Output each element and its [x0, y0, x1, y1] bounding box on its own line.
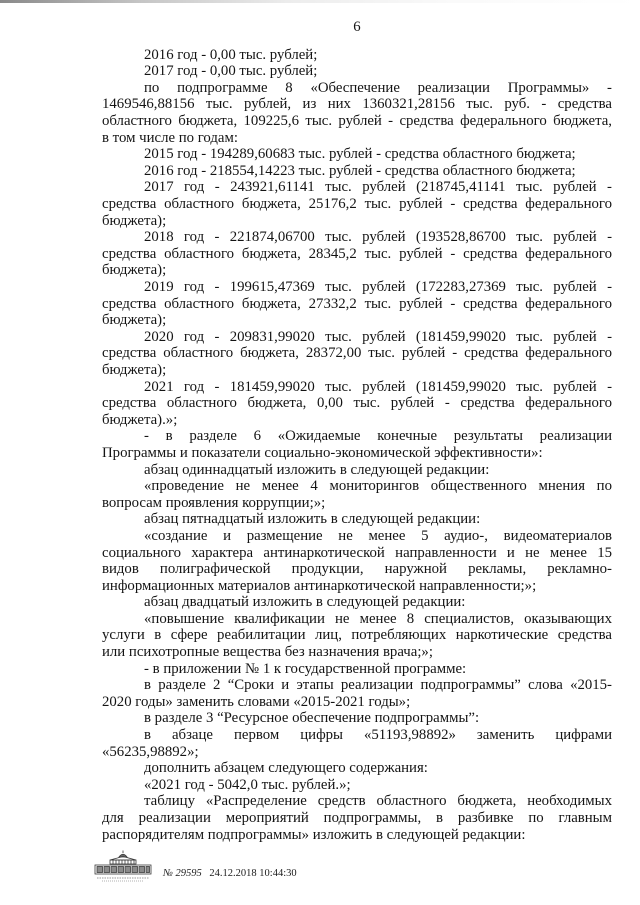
text-line: 1469546,88156 тыс. рублей, из них 1360321,28156 тыс. руб. - средства	[102, 96, 612, 113]
document-body	[102, 47, 612, 844]
paragraph	[102, 80, 612, 146]
paragraph	[102, 229, 612, 279]
page-number: 6	[353, 19, 361, 35]
text-line: абзац пятнадцатый изложить в следующей редакции:	[144, 511, 481, 528]
paragraph	[102, 528, 612, 594]
text-line: «повышение квалификации не менее 8 специалистов, оказывающих	[144, 610, 612, 627]
paragraph	[102, 677, 612, 710]
paragraph	[102, 661, 612, 678]
text-line: абзац двадцатый изложить в следующей редакции:	[144, 594, 466, 611]
text-line: «создание и размещение не менее 5 аудио-, видеоматериалов	[144, 527, 612, 544]
text-line: Программы и показатели социально-экономической эффективности»:	[102, 444, 543, 461]
registration-footer	[163, 868, 297, 880]
text-line: - в приложении № 1 к государственной программе:	[144, 660, 467, 677]
text-line: средства областного бюджета, 28372,00 тыс. рублей - средства федерального	[102, 345, 612, 362]
text-line: или психотропные вещества без назначения врача;»;	[102, 644, 433, 661]
text-line: распорядителям подпрограммы» изложить в следующей редакции:	[102, 826, 526, 843]
text-line: информационных материалов антинаркотической направленности;»;	[102, 577, 537, 594]
text-line: бюджета).»;	[102, 411, 178, 428]
text-line: вопросам проявления коррупции;»;	[102, 494, 326, 511]
paragraph	[102, 793, 612, 843]
text-line: 2020 год - 209831,99020 тыс. рублей (181459,99020 тыс. рублей -	[144, 328, 612, 345]
paragraph	[102, 163, 612, 180]
text-line: в том числе по годам:	[102, 129, 238, 146]
government-building-stamp-logo	[94, 850, 152, 888]
paragraph	[102, 710, 612, 727]
text-line: видов полиграфической продукции, наружной рекламы, рекламно-	[102, 561, 612, 578]
paragraph	[102, 511, 612, 528]
scan-edge-artifact	[0, 0, 640, 3]
registration-number: № 29595	[163, 868, 202, 879]
text-line: 2016 год - 218554,14223 тыс. рублей - средства областного бюджета;	[144, 162, 576, 179]
text-line: бюджета);	[102, 212, 167, 229]
text-line: бюджета);	[102, 361, 167, 378]
text-line: бюджета);	[102, 312, 167, 329]
paragraph	[102, 146, 612, 163]
paragraph	[102, 478, 612, 511]
paragraph	[102, 47, 612, 64]
paragraph	[102, 329, 612, 379]
text-line: социального характера антинаркотической направленности и не менее 15	[102, 544, 612, 561]
text-line: 2021 год - 181459,99020 тыс. рублей (181459,99020 тыс. рублей -	[144, 378, 612, 395]
registration-timestamp: 24.12.2018 10:44:30	[209, 868, 297, 879]
text-line: в абзаце первом цифры «51193,98892» заменить цифрами	[144, 727, 612, 744]
paragraph	[102, 760, 612, 777]
text-line: дополнить абзацем следующего содержания:	[144, 760, 428, 777]
text-line: «проведение не менее 4 мониторингов общественного мнения по	[144, 478, 612, 495]
text-line: - в разделе 6 «Ожидаемые конечные результаты реализации	[144, 428, 612, 445]
text-line: «2021 год - 5042,0 тыс. рублей.»;	[144, 776, 351, 793]
text-line: областного бюджета, 109225,6 тыс. рублей - средства федерального бюджета,	[102, 113, 612, 130]
text-line: средства областного бюджета, 27332,2 тыс. рублей - средства федерального	[102, 295, 612, 312]
text-line: 2020 годы» заменить словами «2015-2021 годы»;	[102, 693, 411, 710]
text-line: по подпрограмме 8 «Обеспечение реализации Программы» -	[144, 79, 612, 96]
text-line: таблицу «Распределение средств областного бюджета, необходимых	[144, 793, 612, 810]
text-line: средства областного бюджета, 0,00 тыс. рублей - средства федерального	[102, 395, 612, 412]
text-line: «56235,98892»;	[102, 743, 199, 760]
text-line: средства областного бюджета, 25176,2 тыс. рублей - средства федерального	[102, 196, 612, 213]
text-line: для реализации мероприятий подпрограммы, в разбивке по главным	[102, 810, 612, 826]
text-line: абзац одиннадцатый изложить в следующей редакции:	[144, 461, 490, 478]
text-line: 2017 год - 0,00 тыс. рублей;	[144, 63, 318, 80]
paragraph	[102, 179, 612, 229]
paragraph	[102, 63, 612, 80]
text-line: в разделе 3 “Ресурсное обеспечение подпрограммы”:	[144, 710, 480, 727]
text-line: 2016 год - 0,00 тыс. рублей;	[144, 46, 318, 63]
paragraph	[102, 428, 612, 461]
paragraph	[102, 462, 612, 479]
text-line: 2015 год - 194289,60683 тыс. рублей - средства областного бюджета;	[144, 146, 576, 163]
paragraph	[102, 379, 612, 429]
text-line: средства областного бюджета, 28345,2 тыс. рублей - средства федерального	[102, 245, 612, 262]
text-line: услуги в сфере реабилитации лиц, потребляющих наркотические средства	[102, 627, 612, 644]
paragraph	[102, 777, 612, 794]
text-line: 2019 год - 199615,47369 тыс. рублей (172283,27369 тыс. рублей -	[144, 279, 612, 295]
text-line: 2017 год - 243921,61141 тыс. рублей (218745,41141 тыс. рублей -	[144, 179, 612, 196]
text-line: бюджета);	[102, 262, 167, 279]
text-line: в разделе 2 “Сроки и этапы реализации подпрограммы” слова «2015-	[144, 677, 612, 694]
paragraph	[102, 279, 612, 329]
paragraph	[102, 727, 612, 760]
paragraph	[102, 611, 612, 661]
paragraph	[102, 594, 612, 611]
text-line: 2018 год - 221874,06700 тыс. рублей (193528,86700 тыс. рублей -	[144, 229, 612, 246]
